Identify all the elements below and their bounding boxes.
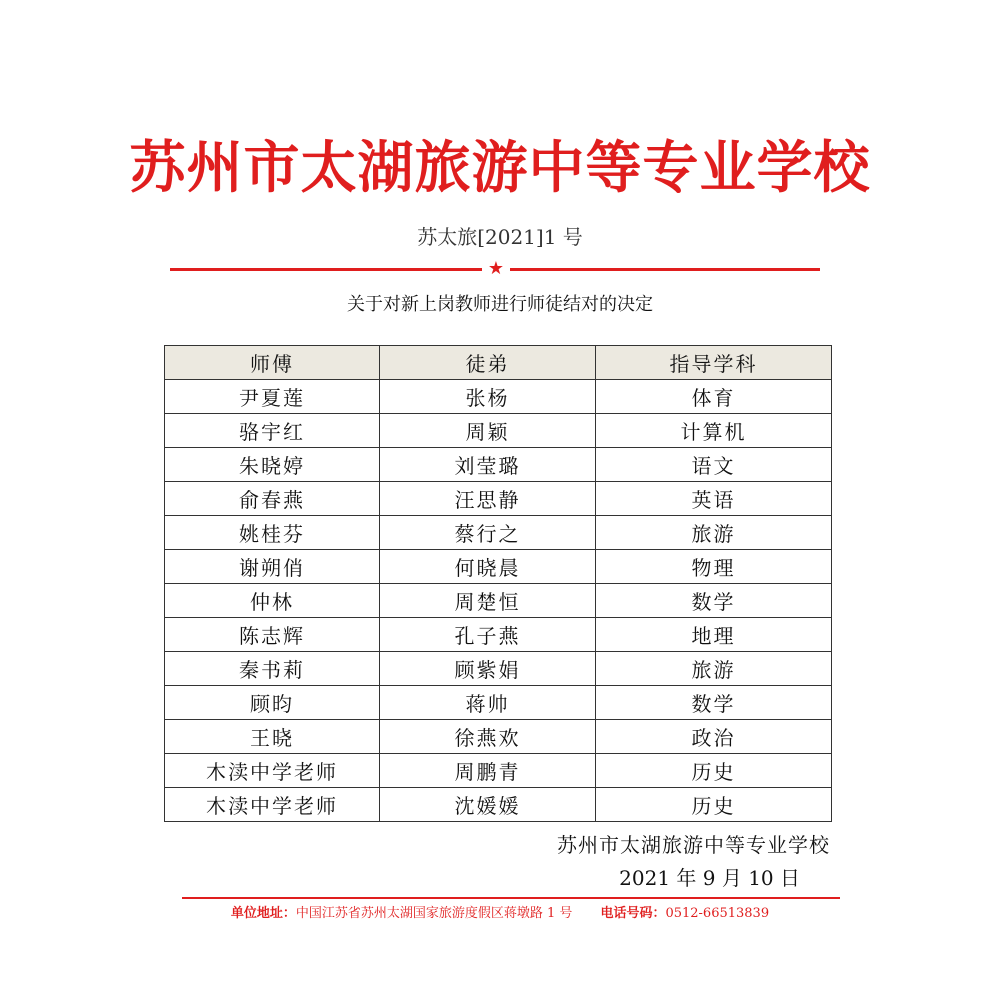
table-row xyxy=(165,754,832,788)
mentor-cell: 尹夏莲 xyxy=(165,380,380,414)
table-row xyxy=(165,380,832,414)
star-icon: ★ xyxy=(487,258,505,279)
table-row xyxy=(165,414,832,448)
subject-cell: 计算机 xyxy=(596,414,832,448)
apprentice-cell: 刘莹璐 xyxy=(380,448,596,482)
school-letterhead-title: 苏州市太湖旅游中等专业学校 xyxy=(129,135,871,201)
mentor-cell: 王晓 xyxy=(165,720,380,754)
subject-cell: 英语 xyxy=(596,482,832,516)
apprentice-cell: 顾紫娟 xyxy=(380,652,596,686)
table-row xyxy=(165,448,832,482)
table-header-row xyxy=(165,346,832,380)
subject-cell: 数学 xyxy=(596,686,832,720)
mentor-cell: 姚桂芬 xyxy=(165,516,380,550)
issue-date: 2021 年 9 月 10 日 xyxy=(619,866,800,890)
letterhead-rule-left xyxy=(170,268,482,271)
subject-cell: 数学 xyxy=(596,584,832,618)
address-value: 中国江苏省苏州太湖国家旅游度假区蒋墩路 1 号 xyxy=(295,906,573,921)
subject-cell: 体育 xyxy=(596,380,832,414)
subject-cell: 旅游 xyxy=(596,516,832,550)
apprentice-cell: 周鹏青 xyxy=(380,754,596,788)
issuer-signature: 苏州市太湖旅游中等专业学校 xyxy=(557,833,830,857)
table-row xyxy=(165,788,832,822)
mentor-cell: 秦书莉 xyxy=(165,652,380,686)
column-header-mentor: 师傅 xyxy=(165,346,380,380)
document-number: 苏太旅[2021]1 号 xyxy=(417,225,583,249)
table-row xyxy=(165,652,832,686)
mentor-cell: 谢朔俏 xyxy=(165,550,380,584)
phone-label: 电话号码： xyxy=(600,906,666,921)
table-row xyxy=(165,482,832,516)
footer-rule xyxy=(182,897,840,899)
table-row xyxy=(165,618,832,652)
mentor-cell: 木渎中学老师 xyxy=(165,754,380,788)
subject-cell: 语文 xyxy=(596,448,832,482)
column-header-apprentice: 徒弟 xyxy=(380,346,596,380)
apprentice-cell: 徐燕欢 xyxy=(380,720,596,754)
apprentice-cell: 孔子燕 xyxy=(380,618,596,652)
table-row xyxy=(165,686,832,720)
mentor-cell: 顾昀 xyxy=(165,686,380,720)
table-row xyxy=(165,516,832,550)
subject-cell: 历史 xyxy=(596,788,832,822)
mentor-cell: 俞春燕 xyxy=(165,482,380,516)
mentor-cell: 仲林 xyxy=(165,584,380,618)
letterhead-footer xyxy=(0,903,1000,925)
apprentice-cell: 何晓晨 xyxy=(380,550,596,584)
mentor-cell: 陈志辉 xyxy=(165,618,380,652)
apprentice-cell: 沈媛媛 xyxy=(380,788,596,822)
mentor-cell: 骆宇红 xyxy=(165,414,380,448)
subject-cell: 历史 xyxy=(596,754,832,788)
subject-cell: 物理 xyxy=(596,550,832,584)
mentor-cell: 朱晓婷 xyxy=(165,448,380,482)
subject-cell: 政治 xyxy=(596,720,832,754)
letterhead-rule-right xyxy=(510,268,820,271)
mentor-cell: 木渎中学老师 xyxy=(165,788,380,822)
apprentice-cell: 周楚恒 xyxy=(380,584,596,618)
phone-value: 0512-66513839 xyxy=(665,906,770,921)
table-row xyxy=(165,550,832,584)
mentor-pairing-table xyxy=(164,345,832,822)
column-header-subject: 指导学科 xyxy=(596,346,832,380)
table-row xyxy=(165,584,832,618)
table-body xyxy=(165,380,832,822)
apprentice-cell: 蔡行之 xyxy=(380,516,596,550)
address-label: 单位地址： xyxy=(230,906,296,921)
subject-cell: 地理 xyxy=(596,618,832,652)
apprentice-cell: 汪思静 xyxy=(380,482,596,516)
apprentice-cell: 周颖 xyxy=(380,414,596,448)
document-subject: 关于对新上岗教师进行师徒结对的决定 xyxy=(347,294,653,315)
table-row xyxy=(165,720,832,754)
subject-cell: 旅游 xyxy=(596,652,832,686)
apprentice-cell: 蒋帅 xyxy=(380,686,596,720)
apprentice-cell: 张杨 xyxy=(380,380,596,414)
